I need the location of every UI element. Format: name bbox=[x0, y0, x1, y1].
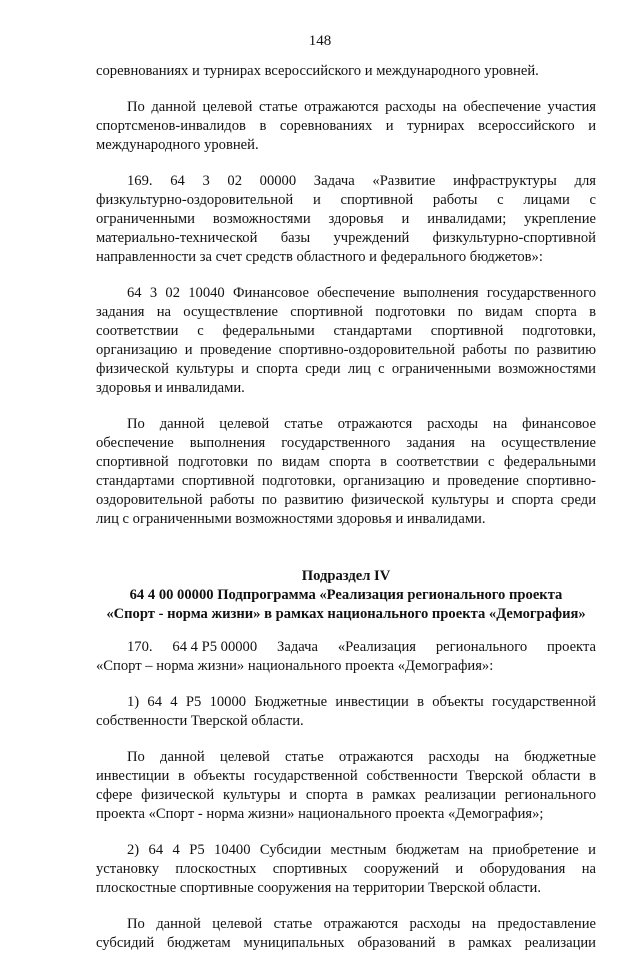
text-line: задания на осуществление спортивной подготовки по видам спорта в bbox=[96, 304, 596, 320]
word: «Развитие bbox=[372, 173, 436, 189]
text-line: стандартами спортивной подготовки, организацию и проведение спортивно- bbox=[96, 473, 596, 489]
word: проекта bbox=[547, 639, 596, 655]
code-part: 02 bbox=[227, 173, 242, 189]
paragraph-item-1 bbox=[96, 693, 596, 731]
paragraph-170 bbox=[96, 638, 596, 676]
word: «Реализация bbox=[337, 639, 416, 655]
page-number: 148 bbox=[308, 33, 332, 49]
text-line: спортсменов-инвалидов в соревнованиях и турнирах всероссийского и bbox=[96, 118, 596, 134]
text-line: обеспечение выполнения государственного задания на осуществление bbox=[96, 435, 596, 451]
text-line: спортивной подготовки по видам спорта в соответствии с федеральными bbox=[96, 454, 596, 470]
text-line: установку плоскостных спортивных сооружений и оборудования на bbox=[96, 861, 596, 877]
text-line: физкультурно-оздоровительной и спортивной работы с лицами с bbox=[96, 192, 596, 208]
text-line: международного уровней. bbox=[96, 137, 259, 153]
item-170-first-line bbox=[96, 638, 596, 657]
word: Задача bbox=[313, 173, 355, 189]
text-line: здоровья и инвалидами. bbox=[96, 380, 245, 396]
paragraph-item-2 bbox=[96, 841, 596, 898]
paragraph-expenses-2 bbox=[96, 748, 596, 824]
text-line: субсидий бюджетам муниципальных образований в рамках реализации bbox=[96, 935, 596, 951]
text-line: плоскостные спортивные сооружения на территории Тверской области. bbox=[96, 880, 541, 896]
text-line: соревнованиях и турнирах всероссийского и международного уровней. bbox=[96, 63, 539, 79]
text-line: По данной целевой статье отражаются расходы на бюджетные bbox=[127, 749, 596, 765]
text-line: лиц с ограниченными возможностями здоровья и инвалидами. bbox=[96, 511, 486, 527]
paragraph-expenses-3 bbox=[96, 915, 596, 953]
item-169-first-line bbox=[96, 172, 596, 191]
text-line: соответствии с федеральными стандартами спортивной подготовки, bbox=[96, 323, 596, 339]
paragraph-1 bbox=[96, 98, 596, 155]
text-line: инвестиции в объекты государственной собственности Тверской области в bbox=[96, 768, 596, 784]
text-line: По данной целевой статье отражаются расходы на предоставление bbox=[127, 916, 596, 932]
item-number: 169. bbox=[127, 173, 153, 189]
text-line: 2) 64 4 P5 10400 Субсидии местным бюджетам на приобретение и bbox=[127, 842, 596, 858]
text-line: По данной целевой статье отражаются расходы на обеспечение участия bbox=[127, 99, 596, 115]
text-line: физической культуры и спорта среди лиц с ограниченными возможностями bbox=[96, 361, 596, 377]
text-line: проекта «Спорт - норма жизни» национального проекта «Демография»; bbox=[96, 806, 544, 822]
text-line: По данной целевой статье отражаются расходы на финансовое bbox=[127, 416, 596, 432]
text-line: ограниченными возможностями здоровья и инвалидами; укрепление bbox=[96, 211, 596, 227]
text-line: 64 3 02 10040 Финансовое обеспечение выполнения государственного bbox=[127, 285, 596, 301]
paragraph-0 bbox=[96, 62, 596, 81]
subsection-title: Подраздел IV bbox=[301, 568, 391, 584]
text-line: 1) 64 4 P5 10000 Бюджетные инвестиции в объекты государственной bbox=[127, 694, 596, 710]
paragraph-expenses-1 bbox=[96, 415, 596, 529]
code-part: 00000 bbox=[259, 173, 297, 189]
code-part: 3 bbox=[202, 173, 210, 189]
word: регионального bbox=[435, 639, 528, 655]
word: инфраструктуры bbox=[453, 173, 557, 189]
word: Задача bbox=[277, 639, 318, 655]
code-part: 64 bbox=[170, 173, 185, 189]
subprogram-title: 64 4 00 00000 Подпрограмма «Реализация регионального проекта bbox=[129, 587, 563, 603]
document-body bbox=[96, 62, 596, 970]
text-line: организацию и проведение спортивно-оздоровительной работы по развитию bbox=[96, 342, 596, 358]
paragraph-64-3-02-10040 bbox=[96, 284, 596, 398]
section-heading bbox=[96, 567, 596, 624]
code: 64 4 P5 00000 bbox=[172, 639, 258, 655]
text-line: оздоровительной работы по развитию физической культуры и спорта среди bbox=[96, 492, 596, 508]
text-line: направленности за счет средств областного и федерального бюджетов»: bbox=[96, 249, 543, 265]
text-line: «Спорт – норма жизни» национального проекта «Демография»: bbox=[96, 658, 494, 674]
subprogram-title-cont: «Спорт - норма жизни» в рамках национального проекта «Демография» bbox=[106, 606, 586, 622]
text-line: собственности Тверской области. bbox=[96, 713, 304, 729]
item-number: 170. bbox=[127, 639, 153, 655]
word: для bbox=[574, 173, 596, 189]
text-line: сфере физической культуры и спорта в рамках реализации регионального bbox=[96, 787, 596, 803]
text-line: материально-технической базы учреждений физкультурно-спортивной bbox=[96, 230, 596, 246]
paragraph-169 bbox=[96, 172, 596, 267]
